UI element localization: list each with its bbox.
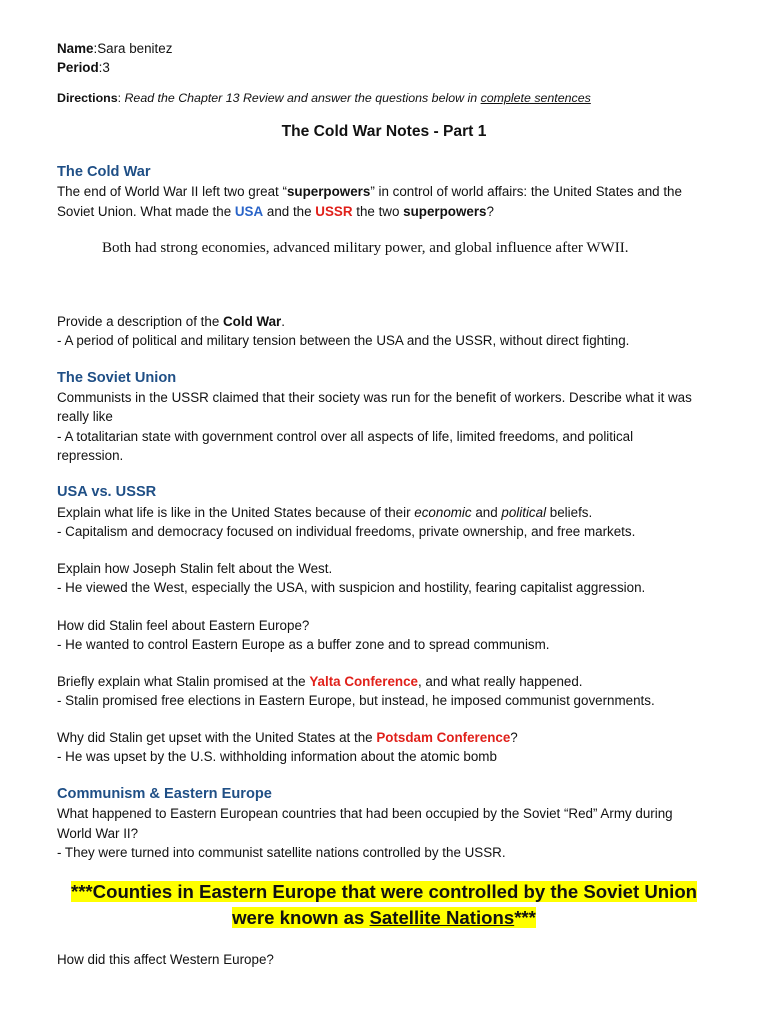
text-run: Explain what life is like in the United States because of their xyxy=(57,505,415,520)
text-run: ” in control of world affairs: the United States and the xyxy=(370,184,682,199)
question-line xyxy=(57,728,518,747)
highlight-line-1 xyxy=(0,879,768,905)
directions-line xyxy=(57,89,591,108)
term-satellite-nations: Satellite Nations xyxy=(369,907,515,928)
term-cold-war: Cold War xyxy=(223,314,282,329)
term-ussr: USSR xyxy=(315,204,353,219)
text-run: Briefly explain what Stalin promised at the xyxy=(57,674,310,689)
question-line: Explain how Joseph Stalin felt about the West. xyxy=(57,561,333,576)
text-run: . xyxy=(281,314,286,329)
text-run: Provide a description of the xyxy=(57,314,223,329)
question-line: World War II? xyxy=(57,826,139,841)
text-run: ? xyxy=(486,204,494,219)
term-superpowers: superpowers xyxy=(403,204,487,219)
answer-superpowers: Both had strong economies, advanced military power, and global influence after WWII. xyxy=(102,240,629,256)
term-political: political xyxy=(501,505,547,520)
answer-line: - Stalin promised free elections in Eastern Europe, but instead, he imposed communist governments. xyxy=(57,693,655,708)
directions-text: Read the Chapter 13 Review and answer the questions below in xyxy=(124,91,481,105)
directions-underlined: complete sentences xyxy=(480,91,591,105)
term-superpowers: superpowers xyxy=(286,184,371,199)
text-run: beliefs. xyxy=(546,505,593,520)
term-yalta-conference: Yalta Conference xyxy=(309,674,418,689)
question-line xyxy=(57,672,583,691)
term-potsdam-conference: Potsdam Conference xyxy=(376,730,511,745)
highlight-text: were known as xyxy=(232,907,370,928)
highlighted-note xyxy=(0,879,768,931)
directions-colon: : xyxy=(117,91,125,105)
text-run: ? xyxy=(510,730,518,745)
question-line: really like xyxy=(57,409,113,424)
section-heading-usa-vs-ussr: USA vs. USSR xyxy=(57,484,157,500)
name-label: Name xyxy=(57,41,94,56)
text-run: The end of World War II left two great “ xyxy=(57,184,287,199)
text-run: Why did Stalin get upset with the United States at the xyxy=(57,730,377,745)
highlight-text: *** xyxy=(514,907,536,928)
answer-line: - Capitalism and democracy focused on individual freedoms, private ownership, and free markets. xyxy=(57,524,636,539)
answer-line: - He viewed the West, especially the USA, with suspicion and hostility, fearing capitalist aggression. xyxy=(57,580,646,595)
text-run: and xyxy=(471,505,502,520)
page-title: The Cold War Notes - Part 1 xyxy=(281,123,487,140)
section-heading-soviet-union: The Soviet Union xyxy=(57,370,177,386)
question-line: What happened to Eastern European countries that had been occupied by the Soviet “Red” Army during xyxy=(57,806,673,821)
answer-line: repression. xyxy=(57,448,124,463)
period-line xyxy=(57,58,110,77)
name-value: :Sara benitez xyxy=(93,41,173,56)
answer-line: - They were turned into communist satellite nations controlled by the USSR. xyxy=(57,845,506,860)
question-line xyxy=(57,503,592,522)
directions-label: Directions xyxy=(57,91,118,105)
text-run: the two xyxy=(352,204,404,219)
section-heading-cold-war: The Cold War xyxy=(57,164,151,180)
question-line xyxy=(57,182,682,201)
period-label: Period xyxy=(57,60,99,75)
name-line xyxy=(57,39,172,58)
text-run: Soviet Union. What made the xyxy=(57,204,235,219)
question-line xyxy=(57,202,494,221)
answer-line: - A period of political and military tension between the USA and the USSR, without direct fighting. xyxy=(57,333,630,348)
section-heading-communism-eastern-europe: Communism & Eastern Europe xyxy=(57,786,272,802)
answer-line: - He was upset by the U.S. withholding information about the atomic bomb xyxy=(57,749,497,764)
question-line: How did Stalin feel about Eastern Europe? xyxy=(57,618,310,633)
term-usa: USA xyxy=(234,204,264,219)
answer-line: - He wanted to control Eastern Europe as a buffer zone and to spread communism. xyxy=(57,637,550,652)
term-economic: economic xyxy=(414,505,472,520)
period-value: :3 xyxy=(98,60,110,75)
highlight-text: ***Counties in Eastern Europe that were controlled by the Soviet Union xyxy=(70,881,698,902)
question-line xyxy=(57,312,285,331)
text-run: , and what really happened. xyxy=(417,674,583,689)
question-line: Communists in the USSR claimed that their society was run for the benefit of workers. Describe what it was xyxy=(57,390,692,405)
text-run: and the xyxy=(263,204,316,219)
highlight-line-2 xyxy=(0,905,768,931)
answer-line: - A totalitarian state with government control over all aspects of life, limited freedoms, and political xyxy=(57,429,634,444)
question-line: How did this affect Western Europe? xyxy=(57,952,274,967)
